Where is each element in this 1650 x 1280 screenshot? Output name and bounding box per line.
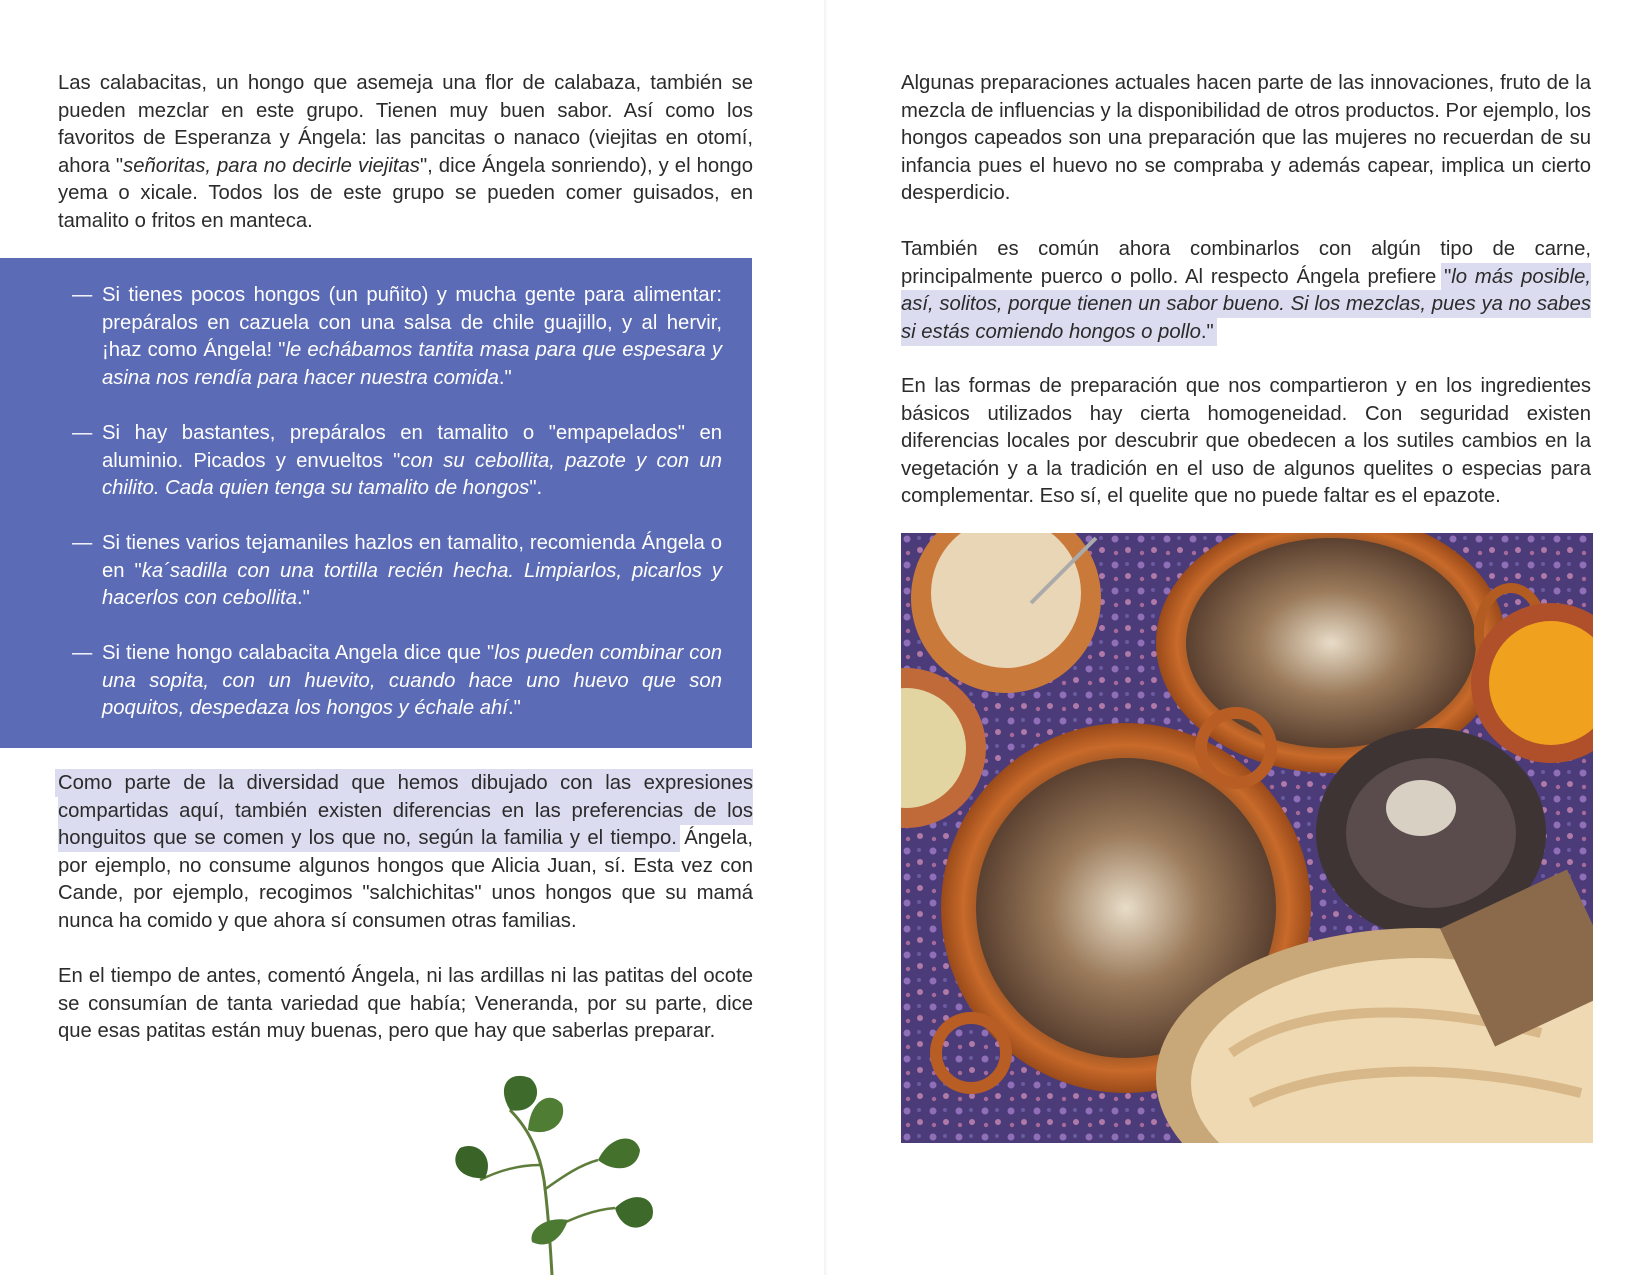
paragraph-text: También es común ahora combinarlos con algún tipo de carne, principalmente puerco o pollo. Al respecto Ángela prefiere [901,238,1591,288]
paragraph-tiempo-de-antes: En el tiempo de antes, comentó Ángela, ni las ardillas ni las patitas del ocote se consumían de tanta variedad que había; Veneranda, por su parte, dice que esas patitas están muy buenas, pero que hay que saberlas preparar. [58,965,753,1043]
tip-text-plain: Si tienes varios tejamaniles hazlos en tamalito, recomienda Ángela o en " [102,532,722,582]
paragraph-calabacitas [58,70,753,236]
tip-quote-end: ". [529,477,543,500]
quote-text: lo más posible, así, solitos, porque tienen un sabor bueno. Si los mezclas, pues ya no sabes si estás comiendo hongos o pollo [901,265,1591,343]
tip-text-plain: Si hay bastantes, prepáralos en tamalito o "empapelados" en aluminio. Picados y envueltos " [102,422,722,472]
paragraph-homogeneidad: En las formas de preparación que nos compartieron y en los ingredientes básicos utilizados hay cierta homogeneidad. Con seguridad existen diferencias locales por descubrir que obedecen a los sutiles cambios en la vegetación y a la tradición en el uso de algunos quelites o especias para complementar. Eso sí, el quelite que no puede faltar es el epazote. [901,375,1591,508]
quote-open: " [1444,265,1452,288]
photo-illustration [901,533,1593,1143]
tip-quote-end: ." [297,587,310,610]
tip-text-plain: Si tienes pocos hongos (un puñito) y mucha gente para alimentar: prepáralos en cazuela con una salsa de chile guajillo, y al hervir, ¡haz como Ángela! " [102,284,722,362]
paragraph-diversidad [58,770,753,936]
dash-bullet: — [72,642,93,664]
tip-quote: le echábamos tantita masa para que espesara y asina nos rendía para hacer nuestra comida [102,339,722,389]
tip-text [102,420,722,503]
tip-text [102,282,722,392]
leaf-icon [440,1070,660,1275]
dash-bullet: — [72,284,93,306]
tip-text-plain: Si tiene hongo calabacita Angela dice que " [102,642,495,664]
right-page [828,0,1650,1275]
paragraph-text: Las calabacitas, un hongo que asemeja una flor de calabaza, también se pueden mezclar en este grupo. Tienen muy buen sabor. Así como los favoritos de Esperanza y Ángela: las pancitas o nanaco (viejitas en otomí, ahora " [58,72,753,177]
tip-quote: ka´sadilla con una tortilla recién hecha. Limpiarlos, picarlos y hacerlos con cebollita [102,559,722,610]
left-page [0,0,824,1275]
dash-bullet: — [72,422,93,444]
quote-close: ." [1200,320,1214,343]
highlighted-text: Como parte de la diversidad que hemos dibujado con las expresiones compartidas aquí, también existen diferencias en las preferencias de los honguitos que se comen y los que no, según la familia y el tiempo. [58,772,753,850]
paragraph-text: Ángela, por ejemplo, no consume algunos hongos que Alicia Juan, sí. Esta vez con Cande, por ejemplo, recogimos "salchichitas" unos hongos que su mamá nunca ha comido y que ahora sí consumen otras familias. [58,827,754,932]
tip-quote: los pueden combinar con una sopita, con un huevito, cuando hace uno huevo que son poquitos, despedaza los hongos y échale ahí [102,642,722,720]
tip-quote-end: ." [507,697,521,720]
mushroom-dishes-photo [901,533,1593,1143]
leaf-illustration [440,1070,660,1275]
paragraph-text: ", dice Ángela sonriendo), y el hongo yema o xicale. Todos los de este grupo se pueden comer guisados, en tamalito o fritos en manteca. [58,154,753,232]
paragraph-carne [901,236,1591,346]
paragraph-innovaciones: Algunas preparaciones actuales hacen parte de las innovaciones, fruto de la mezcla de influencias y la disponibilidad de otros productos. Por ejemplo, los hongos capeados son una preparación que las mujeres no recuerdan de su infancia pues el huevo no se compraba y además capear, implica un cierto desperdicio. [901,72,1591,205]
dash-bullet: — [72,532,93,554]
tip-quote-end: ." [498,366,512,389]
tip-text [102,530,722,613]
quote-senoritas: señoritas, para no decirle viejitas [123,154,420,177]
preparation-tips-box [0,258,752,748]
tip-quote: con su cebollita, pazote y con un chilito. Cada quien tenga su tamalito de hongos [102,449,722,500]
tip-text [102,640,722,723]
